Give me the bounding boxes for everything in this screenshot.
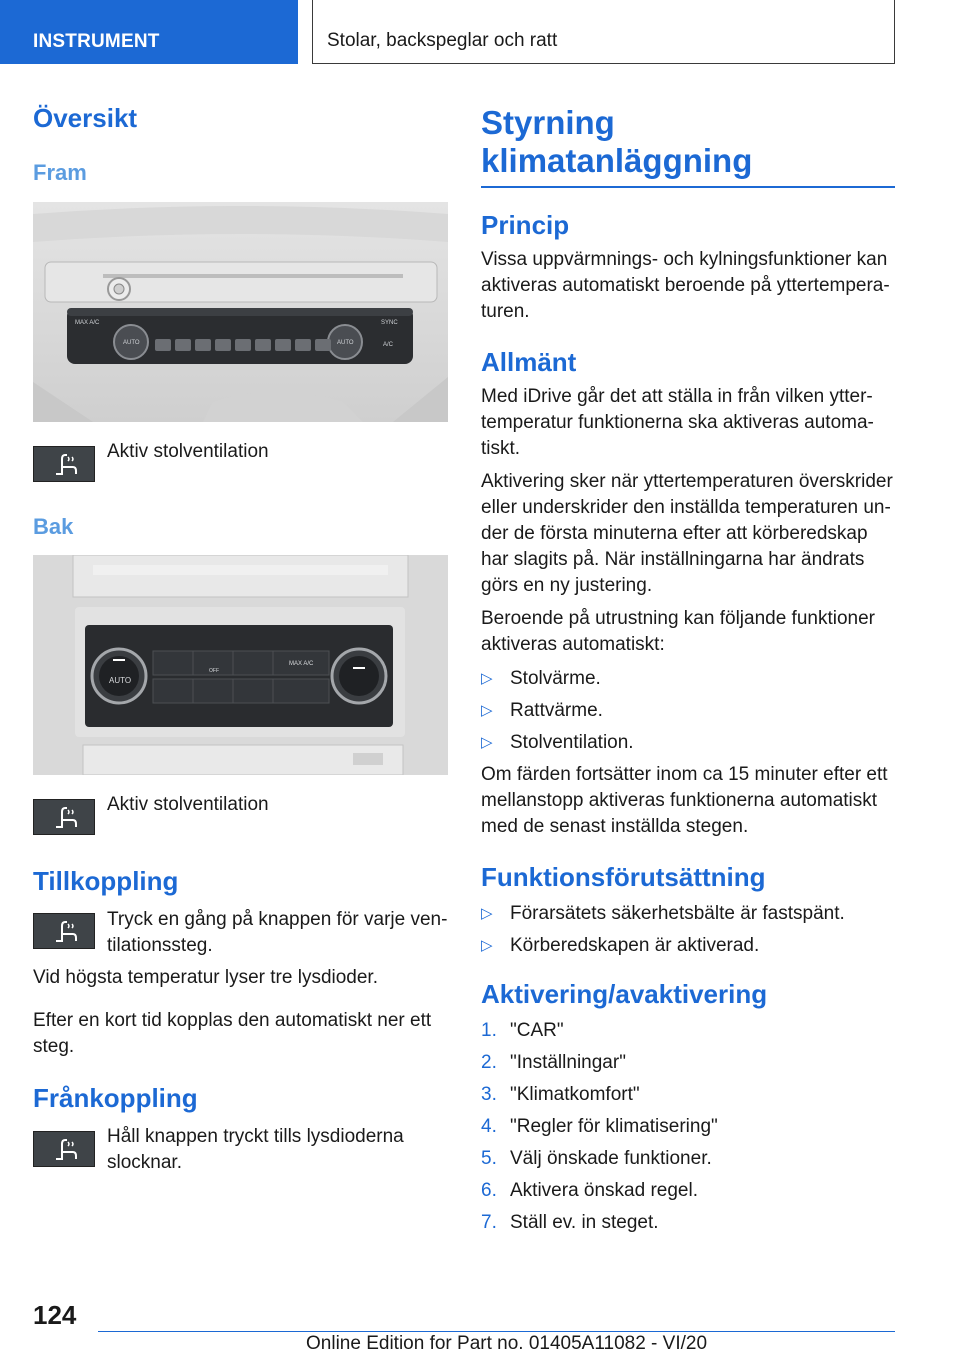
activation-steps [481,1018,895,1236]
rear-panel-label-auto: AUTO [109,676,132,685]
rear-heading: Bak [33,514,74,539]
right-column [481,100,895,1242]
seat-ventilation-icon [49,918,79,944]
rear-panel-label-max-ac: MAX A/C [289,661,314,667]
list-item: ▷ Rattvärme. [481,698,895,724]
front-panel-label-max-ac: MAX A/C [75,320,100,326]
bullet-triangle-icon: ▷ [481,905,493,922]
seat-ventilation-button-image [33,446,95,482]
list-item: ▷ Stolventilation. [481,730,895,756]
front-caption: Aktiv stolventilation [107,441,269,462]
general-paragraph-2: Aktivering sker när yttertemperaturen överskrider eller underskrider den inställda temperaturen un-der de första minuterna efter att körberedskap har slagits på. När inställningarna har ändrats görs en ny justering. [481,471,893,596]
list-item: 4. "Regler för klimatisering" [481,1116,718,1137]
seat-ventilation-button-image [33,913,95,949]
main-heading: Styrning klimatanläggning [481,104,753,179]
general-paragraph-3: Beroende på utrustning kan följande funktioner aktiveras automatiskt: [481,608,875,655]
general-paragraph-1: Med iDrive går det att ställa in från vilken ytter-temperatur funktionerna ska aktiveras automa-tiskt. [481,386,874,459]
general-heading: Allmänt [481,347,577,377]
main-heading-block [481,104,895,188]
front-panel-label-ac: A/C [383,342,394,348]
principle-heading: Princip [481,210,570,240]
list-item: 3. "Klimatkomfort" [481,1084,640,1105]
front-panel-label-auto-right: AUTO [337,340,354,346]
switch-off-instruction: Håll knappen tryckt tills lysdioderna slocknar. [107,1126,404,1173]
auto-functions-list [481,666,895,756]
switch-on-instruction: Tryck en gång på knappen för varje ven-tilationssteg. [107,909,448,956]
bullet-triangle-icon: ▷ [481,702,493,719]
seat-ventilation-icon [49,451,79,477]
general-paragraph-4: Om färden fortsätter inom ca 15 minuter efter ett mellanstopp aktiveras funktionerna automatiskt med de senast inställda stegen. [481,764,888,837]
section-tab: INSTRUMENT [0,0,298,64]
page-number: 124 [33,1300,77,1330]
front-climate-panel-photo [33,202,448,422]
seat-ventilation-icon [49,804,79,830]
rear-panel-label-off: OFF [209,668,219,674]
overview-heading: Översikt [33,103,138,133]
list-item: ▷ Stolvärme. [481,666,895,692]
rear-caption: Aktiv stolventilation [107,794,269,815]
switch-on-paragraph-1: Vid högsta temperatur lyser tre lysdioder. [33,967,378,988]
chapter-title: Stolar, backspeglar och ratt [312,0,895,64]
list-item: 2. "Inställningar" [481,1052,626,1073]
seat-ventilation-button-image [33,1131,95,1167]
activation-heading: Aktivering/avaktivering [481,979,768,1009]
edition-text: Online Edition for Part no. 01405A11082 - VI/20 [306,1333,708,1354]
switch-off-heading: Frånkoppling [33,1083,198,1113]
prerequisite-heading: Funktionsförutsättning [481,862,766,892]
list-item: ▷ Förarsätets säkerhetsbälte är fastspänt. [481,901,895,927]
seat-ventilation-icon [49,1136,79,1162]
list-item: 6. Aktivera önskad regel. [481,1180,698,1201]
seat-ventilation-button-image [33,799,95,835]
front-heading: Fram [33,160,87,185]
rear-climate-panel-photo [33,555,448,775]
list-item: 7. Ställ ev. in steget. [481,1212,659,1233]
prerequisite-list [481,901,895,959]
bullet-triangle-icon: ▷ [481,670,493,687]
footer-divider [98,1331,895,1332]
front-panel-label-sync: SYNC [381,320,398,326]
switch-on-paragraph-2: Efter en kort tid kopplas den automatiskt ner ett steg. [33,1010,432,1057]
bullet-triangle-icon: ▷ [481,937,493,954]
principle-text: Vissa uppvärmnings- och kylningsfunktioner kan aktiveras automatiskt beroende på yttertempera-turen. [481,249,890,322]
list-item: ▷ Körberedskapen är aktiverad. [481,933,895,959]
bullet-triangle-icon: ▷ [481,734,493,751]
list-item: 5. Välj önskade funktioner. [481,1148,712,1169]
front-panel-label-auto-left: AUTO [123,340,140,346]
switch-on-heading: Tillkoppling [33,866,179,896]
list-item: 1. "CAR" [481,1020,564,1041]
